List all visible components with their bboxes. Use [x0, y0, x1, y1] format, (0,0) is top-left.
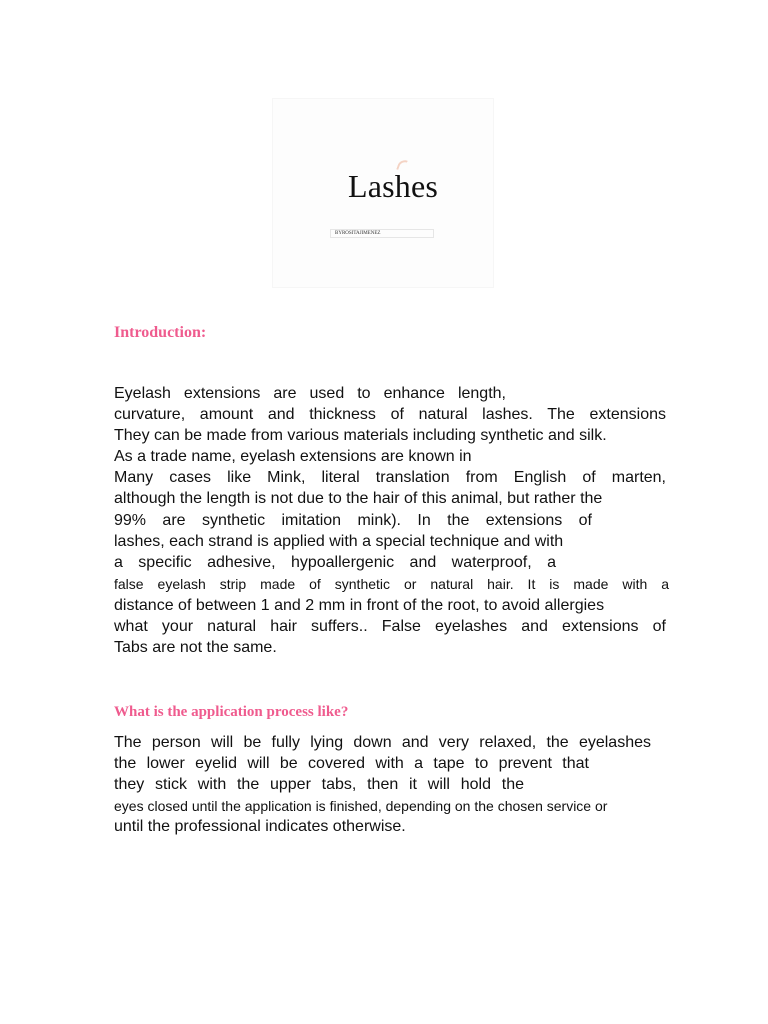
intro-line: Many cases like Mink, literal translation from English of marten, — [114, 469, 666, 486]
application-line: The person will be fully lying down and very relaxed, the eyelashes — [114, 734, 651, 751]
application-line: they stick with the upper tabs, then it will hold the — [114, 776, 524, 793]
author-box — [330, 229, 434, 238]
intro-line: false eyelash strip made of synthetic or natural hair. It is made with a — [114, 576, 669, 592]
document-title: Lashes — [347, 168, 439, 204]
application-line: until the professional indicates otherwise. — [114, 818, 406, 835]
intro-line: 99% are synthetic imitation mink). In the extensions of — [114, 512, 592, 529]
intro-line: Tabs are not the same. — [114, 639, 277, 656]
intro-line: although the length is not due to the hair of this animal, but rather the — [114, 490, 603, 507]
intro-line: They can be made from various materials including synthetic and silk. — [114, 427, 607, 444]
application-line: the lower eyelid will be covered with a tape to prevent that — [114, 755, 589, 772]
intro-line: distance of between 1 and 2 mm in front of the root, to avoid allergies — [114, 597, 605, 614]
author-name: BYROSITAJIMENEZ — [335, 231, 381, 236]
intro-line: Eyelash extensions are used to enhance length, — [114, 385, 506, 402]
section-heading-application: What is the application process like? — [114, 704, 349, 720]
intro-line: As a trade name, eyelash extensions are known in — [114, 448, 472, 465]
intro-line: curvature, amount and thickness of natural lashes. The extensions — [114, 406, 666, 423]
intro-line: a specific adhesive, hypoallergenic and waterproof, a — [114, 554, 556, 571]
section-heading-introduction: Introduction: — [114, 324, 207, 341]
intro-line: lashes, each strand is applied with a special technique and with — [114, 533, 564, 550]
application-line: eyes closed until the application is finished, depending on the chosen service or — [114, 798, 608, 814]
intro-line: what your natural hair suffers.. False eyelashes and extensions of — [114, 618, 666, 635]
